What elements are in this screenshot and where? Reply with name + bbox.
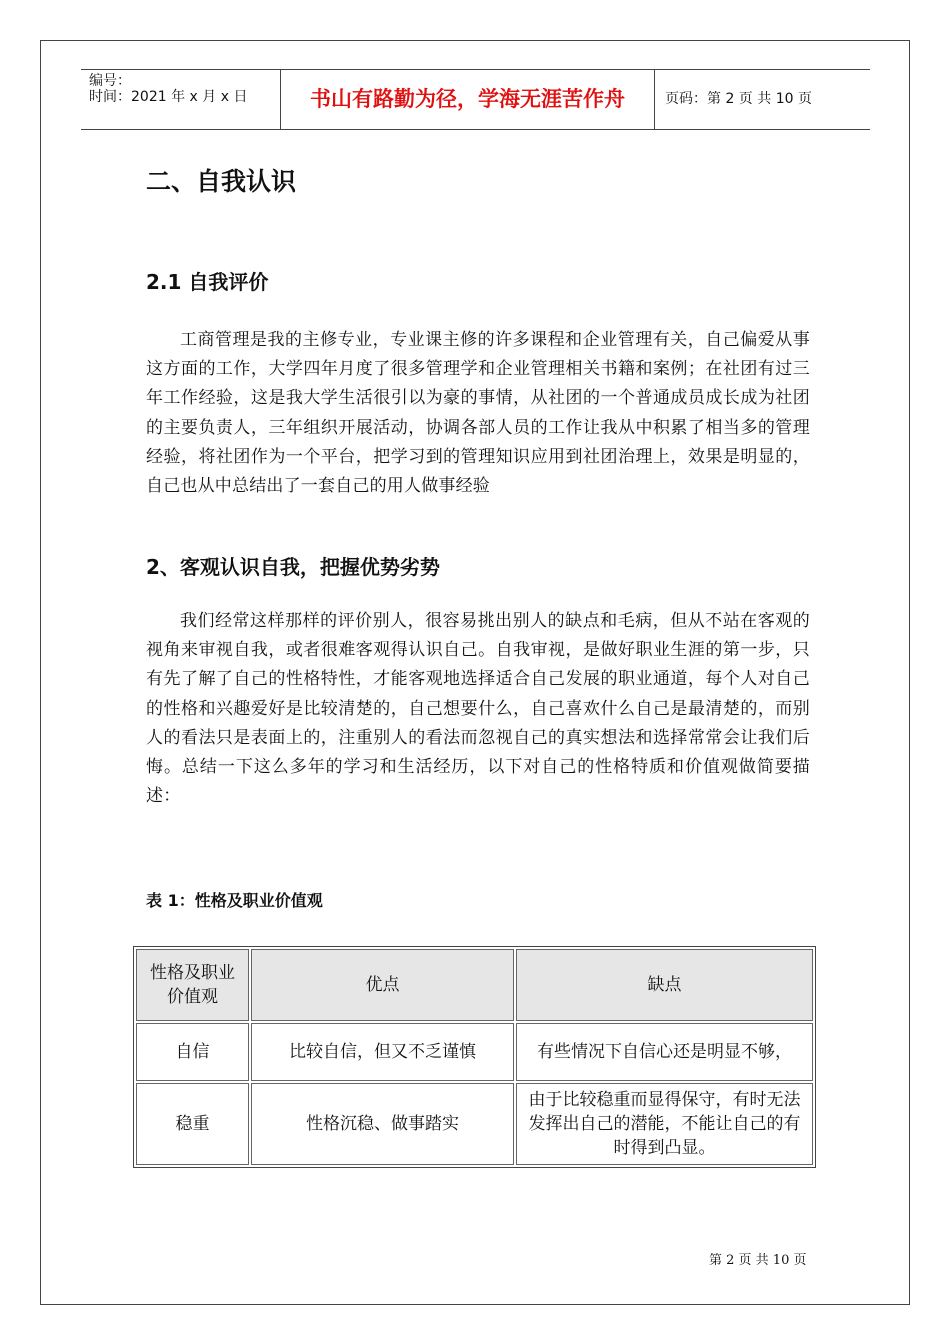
table-row (136, 1023, 813, 1081)
table-header-cell: 性格及职业价值观 (136, 949, 249, 1021)
section-title: 二、自我认识 (146, 167, 297, 196)
table-cell-strength: 性格沉稳、做事踏实 (251, 1083, 514, 1165)
table-header-row (136, 949, 813, 1021)
subsection-title-objective-self: 2、客观认识自我，把握优势劣势 (146, 555, 440, 579)
self-evaluation-paragraph: 工商管理是我的主修专业，专业课主修的许多课程和企业管理有关，自己偏爱从事这方面的工作，大学四年月度了很多管理学和企业管理相关书籍和案例；在社团有过三年工作经验，这是我大学生活很引以为豪的事情，从社团的一个普通成员成长成为社团的主要负责人，三年组织开展活动，协调各部人员的工作让我从中积累了相当多的管理经验，将社团作为一个平台，把学习到的管理知识应用到社团治理上，效果是明显的，自己也从中总结出了一套自己的用人做事经验 (146, 330, 810, 497)
header-page-info: 页码：第 2 页 共 10 页 (665, 91, 812, 107)
header-motto: 书山有路勤为径，学海无涯苦作舟 (281, 70, 655, 129)
header-number-label: 编号： (89, 73, 131, 89)
page-footer: 第 2 页 共 10 页 (709, 1253, 807, 1268)
table-caption: 表 1：性格及职业价值观 (146, 891, 323, 910)
table-cell-trait: 稳重 (136, 1083, 249, 1165)
subsection-title-self-evaluation: 2.1 自我评价 (146, 270, 269, 294)
table-row (136, 1083, 813, 1165)
table-cell-weakness: 有些情况下自信心还是明显不够， (516, 1023, 813, 1081)
table-cell-trait: 自信 (136, 1023, 249, 1081)
personality-values-table (133, 946, 816, 1168)
header-time-label: 时间：2021 年 x 月 x 日 (89, 89, 248, 105)
objective-self-paragraph: 我们经常这样那样的评价别人，很容易挑出别人的缺点和毛病，但从不站在客观的视角来审视自我，或者很难客观得认识自己。自我审视，是做好职业生涯的第一步，只有先了解了自己的性格特性，才能客观地选择适合自己发展的职业通道，每个人对自己的性格和兴趣爱好是比较清楚的，自己想要什么，自己喜欢什么自己是最清楚的，而别人的看法只是表面上的，注重别人的看法而忽视自己的真实想法和选择常常会让我们后悔。总结一下这么多年的学习和生活经历，以下对自己的性格特质和价值观做简要描述： (146, 611, 810, 807)
table-cell-weakness: 由于比较稳重而显得保守，有时无法发挥出自己的潜能，不能让自己的有时得到凸显。 (516, 1083, 813, 1165)
table-cell-strength: 比较自信，但又不乏谨慎 (251, 1023, 514, 1081)
page-header (81, 69, 870, 130)
table-header-cell: 缺点 (516, 949, 813, 1021)
table-header-cell: 优点 (251, 949, 514, 1021)
header-meta (81, 70, 281, 129)
